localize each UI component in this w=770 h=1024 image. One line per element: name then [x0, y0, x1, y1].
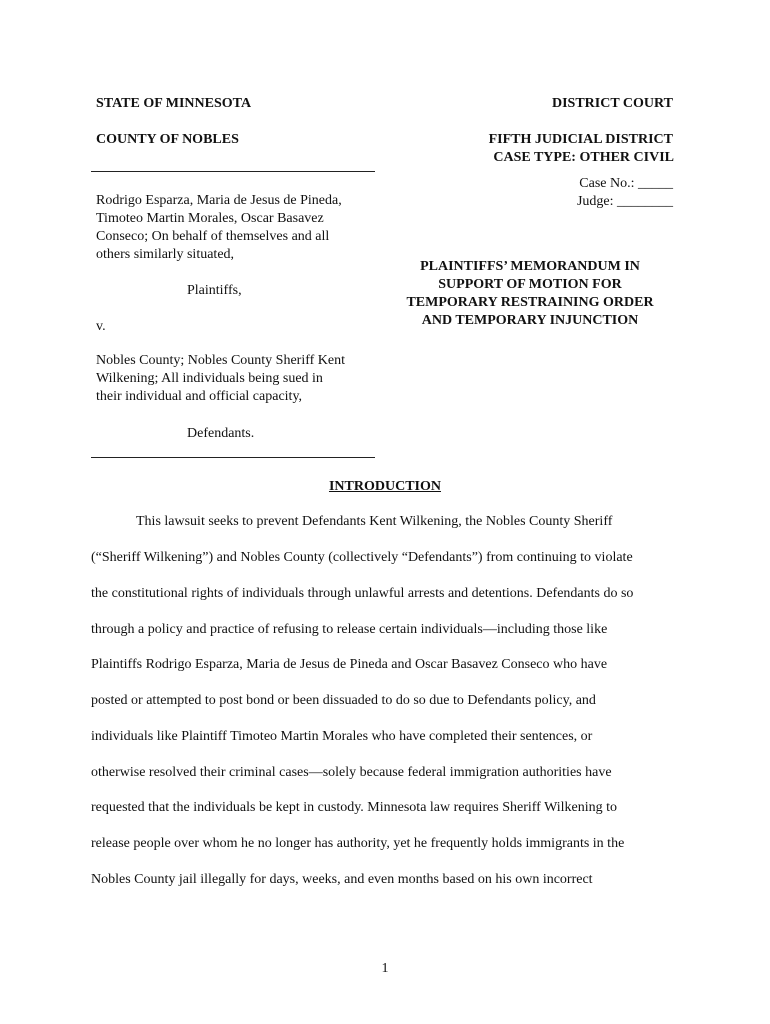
versus-label: v.: [96, 319, 106, 334]
defendants-role: Defendants.: [187, 426, 255, 441]
defendants-line-3: their individual and official capacity,: [96, 389, 303, 404]
plaintiffs-line-3: Conseco; On behalf of themselves and all: [96, 229, 330, 244]
plaintiffs-line-2: Timoteo Martin Morales, Oscar Basavez: [96, 211, 324, 226]
body-line: requested that the individuals be kept in custody. Minnesota law requires Sheriff Wilkening to: [91, 800, 618, 815]
judicial-district-label: FIFTH JUDICIAL DISTRICT: [488, 132, 673, 147]
document-title-line-1: PLAINTIFFS’ MEMORANDUM IN: [420, 259, 640, 274]
body-line: posted or attempted to post bond or been dissuaded to do so due to Defendants policy, and: [91, 693, 596, 708]
defendants-line-1: Nobles County; Nobles County Sheriff Kent: [96, 353, 346, 368]
caption-top-rule: [91, 171, 375, 172]
body-line: release people over whom he no longer has authority, yet he frequently holds immigrants in the: [91, 836, 625, 851]
document-title-line-3: TEMPORARY RESTRAINING ORDER: [406, 295, 654, 310]
state-label: STATE OF MINNESOTA: [96, 96, 252, 111]
defendants-line-2: Wilkening; All individuals being sued in: [96, 371, 323, 386]
body-line: through a policy and practice of refusing to release certain individuals—including those like: [91, 622, 608, 637]
county-label: COUNTY OF NOBLES: [96, 132, 239, 147]
court-label: DISTRICT COURT: [551, 96, 673, 111]
body-line: (“Sheriff Wilkening”) and Nobles County (collectively “Defendants”) from continuing to violate: [91, 550, 633, 565]
plaintiffs-line-4: others similarly situated,: [96, 247, 235, 262]
document-title-line-2: SUPPORT OF MOTION FOR: [438, 277, 622, 292]
body-line: Plaintiffs Rodrigo Esparza, Maria de Jesus de Pineda and Oscar Basavez Conseco who have: [91, 657, 608, 672]
body-line: otherwise resolved their criminal cases—solely because federal immigration authorities have: [91, 765, 612, 780]
judge-field: Judge: ________: [576, 194, 673, 209]
page-number: 1: [381, 961, 389, 976]
case-type-label: CASE TYPE: OTHER CIVIL: [493, 150, 674, 165]
caption-bottom-rule: [91, 457, 375, 458]
body-line: Nobles County jail illegally for days, weeks, and even months based on his own incorrect: [91, 872, 593, 887]
body-line: individuals like Plaintiff Timoteo Martin Morales who have completed their sentences, or: [91, 729, 593, 744]
plaintiffs-role: Plaintiffs,: [187, 283, 242, 298]
section-heading: INTRODUCTION: [328, 479, 441, 494]
plaintiffs-line-1: Rodrigo Esparza, Maria de Jesus de Pineda,: [96, 193, 342, 208]
case-number-field: Case No.: _____: [579, 176, 673, 191]
document-title-line-4: AND TEMPORARY INJUNCTION: [421, 313, 639, 328]
body-line: the constitutional rights of individuals through unlawful arrests and detentions. Defendants do so: [91, 586, 634, 601]
body-line: This lawsuit seeks to prevent Defendants Kent Wilkening, the Nobles County Sheriff: [136, 514, 613, 529]
